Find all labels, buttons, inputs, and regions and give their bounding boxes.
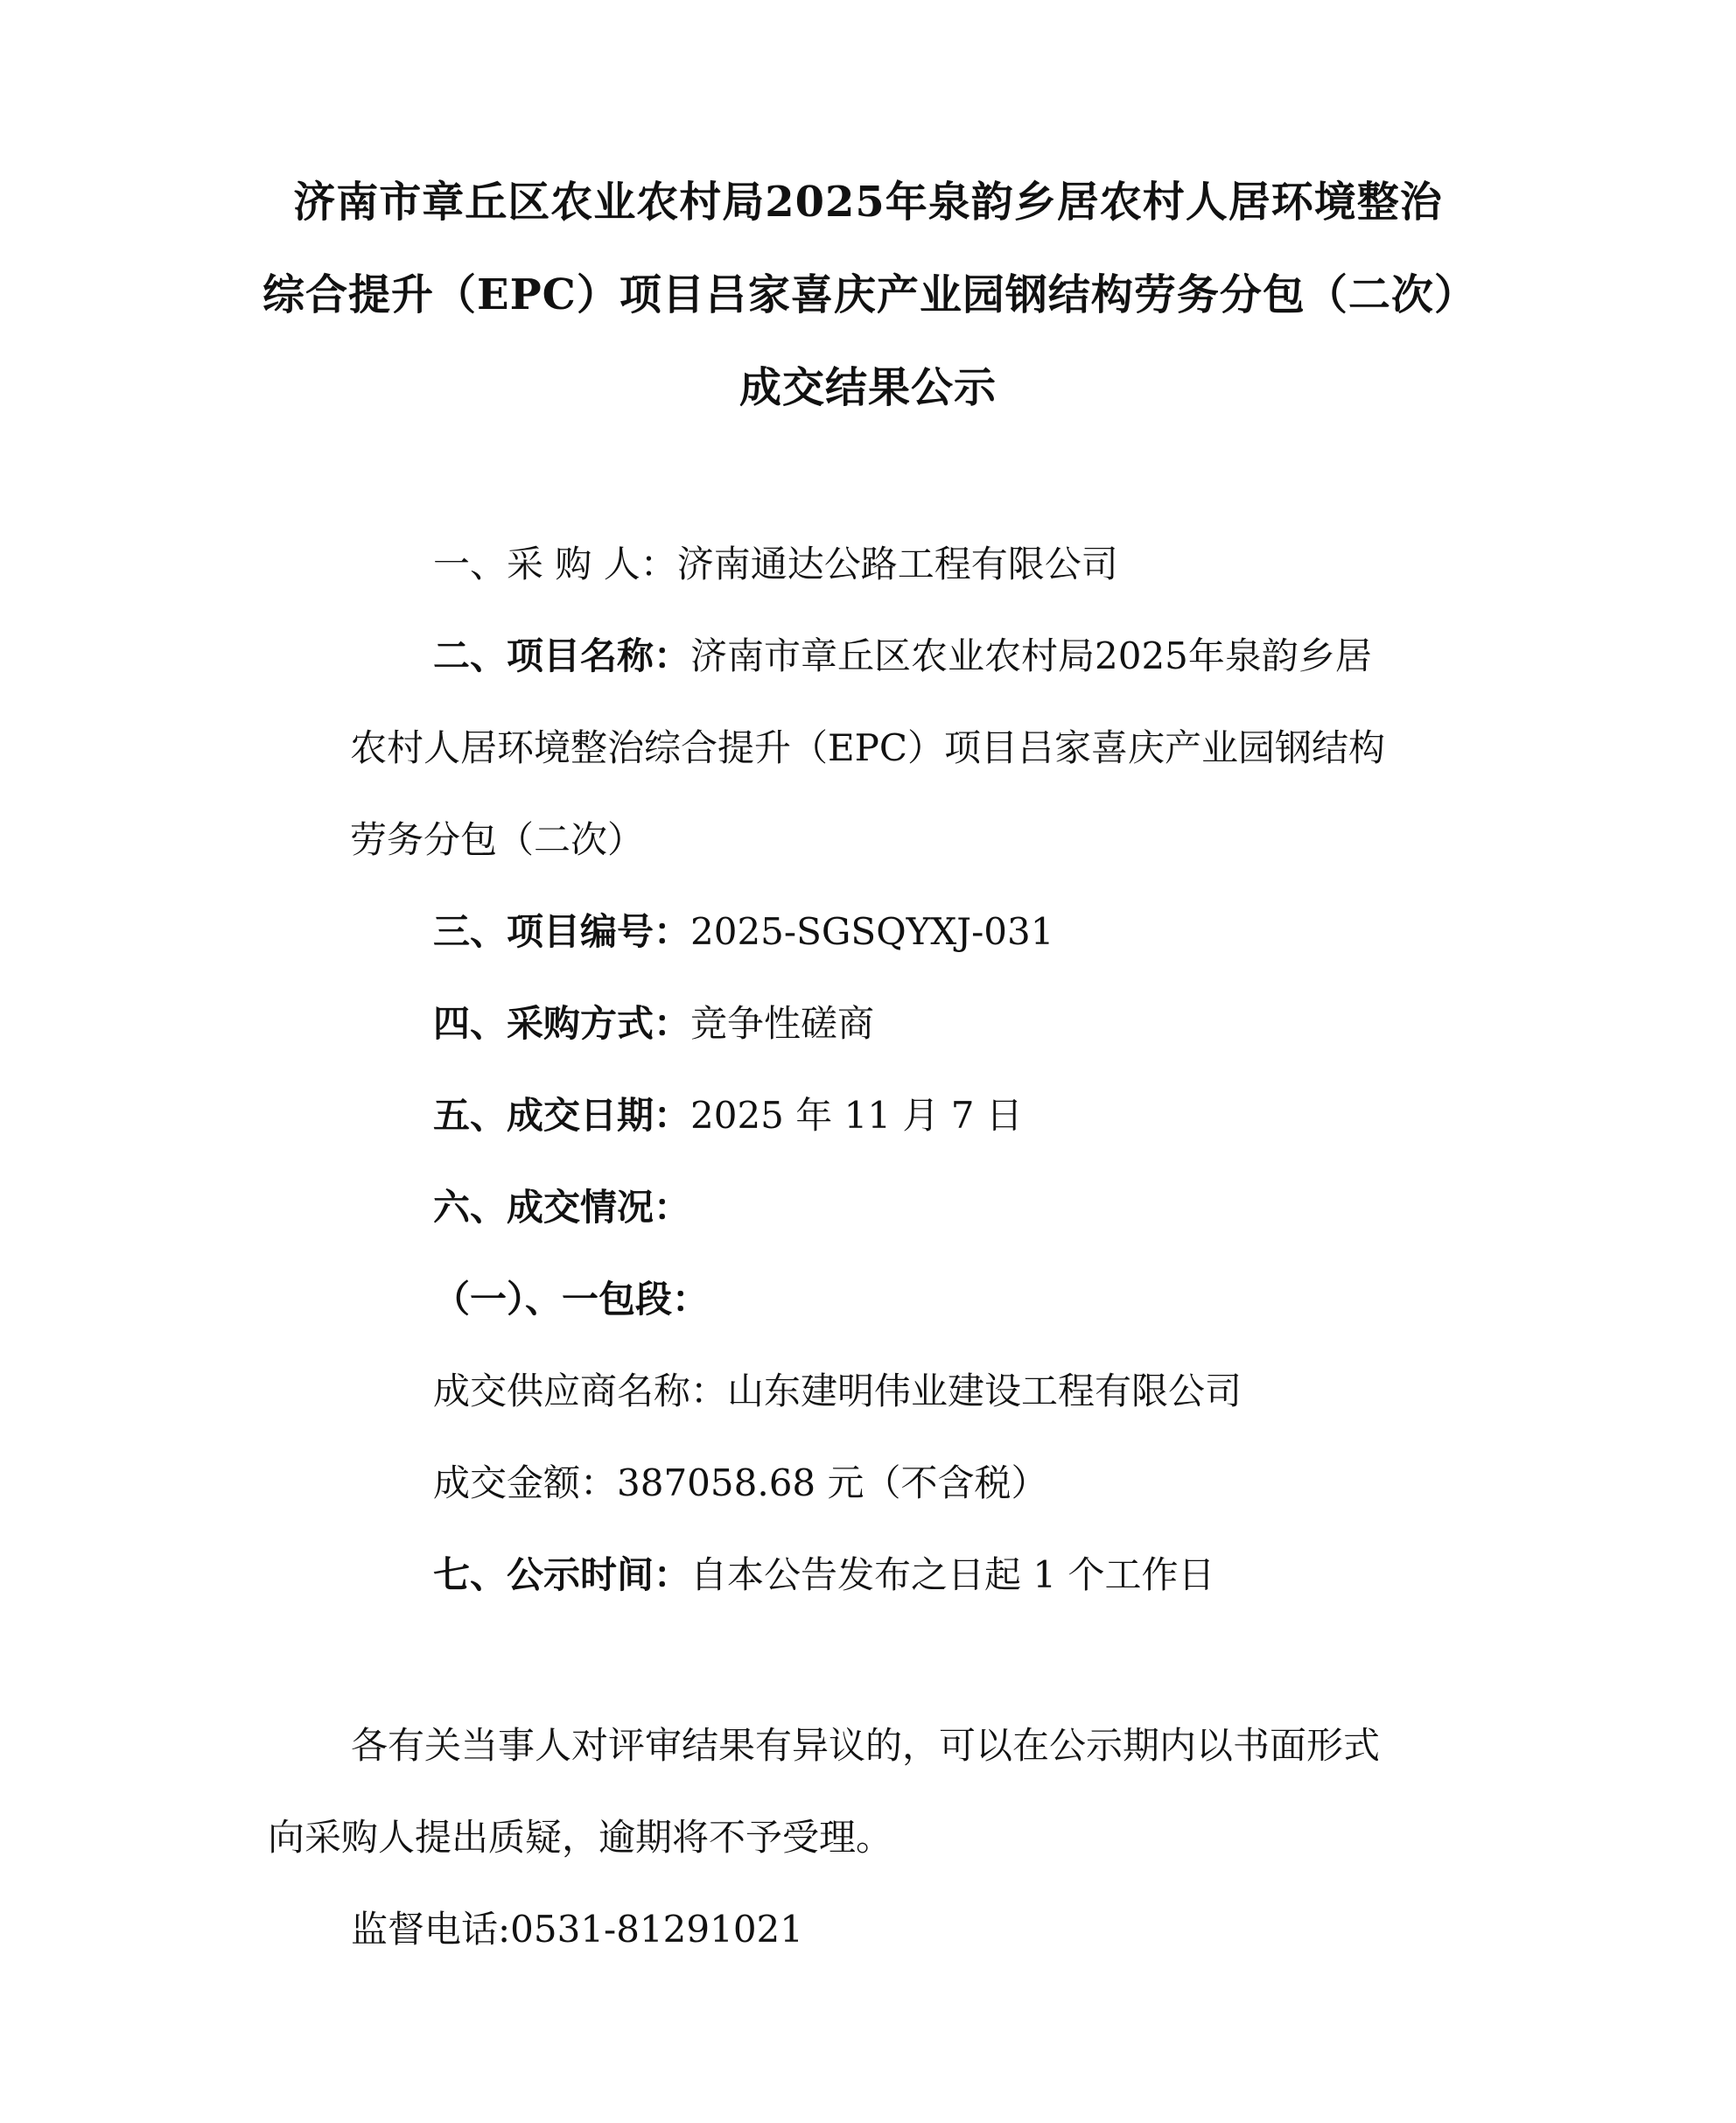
situation-label: 六、成交情况： — [433, 1186, 691, 1229]
project-no-label: 三、项目编号： — [433, 910, 691, 953]
method-item — [350, 977, 1479, 1069]
document-title — [262, 156, 1477, 434]
date-value: 2025 年 11 月 7 日 — [690, 1094, 1023, 1137]
project-name-value-line-3: 劳务分包（二次） — [350, 818, 645, 861]
project-name-continuation-2 — [350, 794, 1479, 886]
period-item — [350, 1529, 1479, 1621]
project-no-value: 2025-SGSQYXJ-031 — [690, 910, 1054, 953]
title-line-2: 综合提升（EPC）项目吕家喜庆产业园钢结构劳务分包（二次） — [262, 270, 1477, 319]
document-body — [350, 518, 1479, 1621]
project-name-continuation — [350, 702, 1479, 794]
supplier-label: 成交供应商名称： — [433, 1370, 728, 1412]
lot-item — [350, 1253, 1479, 1345]
project-no-item — [350, 886, 1479, 977]
notice-text-line-2: 向采购人提出质疑，逾期将不予受理。 — [268, 1816, 893, 1859]
objection-notice — [268, 1699, 1479, 1975]
supplier-value: 山东建明伟业建设工程有限公司 — [727, 1370, 1242, 1412]
method-label: 四、采购方式： — [433, 1002, 691, 1045]
project-name-item — [350, 610, 1479, 702]
project-name-value-line-2: 农村人居环境整治综合提升（EPC）项目吕家喜庆产业园钢结构 — [350, 726, 1386, 769]
amount-value: 387058.68 元（不含税） — [617, 1461, 1048, 1504]
purchaser-value: 济南通达公路工程有限公司 — [676, 543, 1118, 585]
notice-text-line-1: 各有关当事人对评审结果有异议的，可以在公示期内以书面形式 — [351, 1724, 1381, 1767]
date-label: 五、成交日期： — [433, 1094, 691, 1137]
lot-label: （一）、一包段： — [433, 1278, 710, 1321]
title-line-3: 成交结果公示 — [738, 363, 997, 412]
purchaser-label: 一、采 购 人： — [433, 543, 677, 585]
amount-item — [350, 1437, 1479, 1529]
method-value: 竞争性磋商 — [690, 1002, 875, 1045]
title-line-1: 济南市章丘区农业农村局2025年泉韵乡居农村人居环境整治 — [293, 178, 1443, 227]
supervision-phone: 监督电话:0531-81291021 — [351, 1908, 804, 1951]
purchaser-item — [350, 518, 1479, 610]
period-value: 自本公告发布之日起 1 个工作日 — [690, 1553, 1215, 1596]
amount-label: 成交金额： — [433, 1461, 618, 1504]
period-label: 七、公示时间： — [433, 1553, 691, 1596]
date-item — [350, 1069, 1479, 1161]
situation-item — [350, 1161, 1479, 1253]
project-name-value-line-1: 济南市章丘区农业农村局2025年泉韵乡居 — [690, 634, 1372, 677]
project-name-label: 二、项目名称： — [433, 634, 691, 677]
supplier-item — [350, 1345, 1479, 1437]
